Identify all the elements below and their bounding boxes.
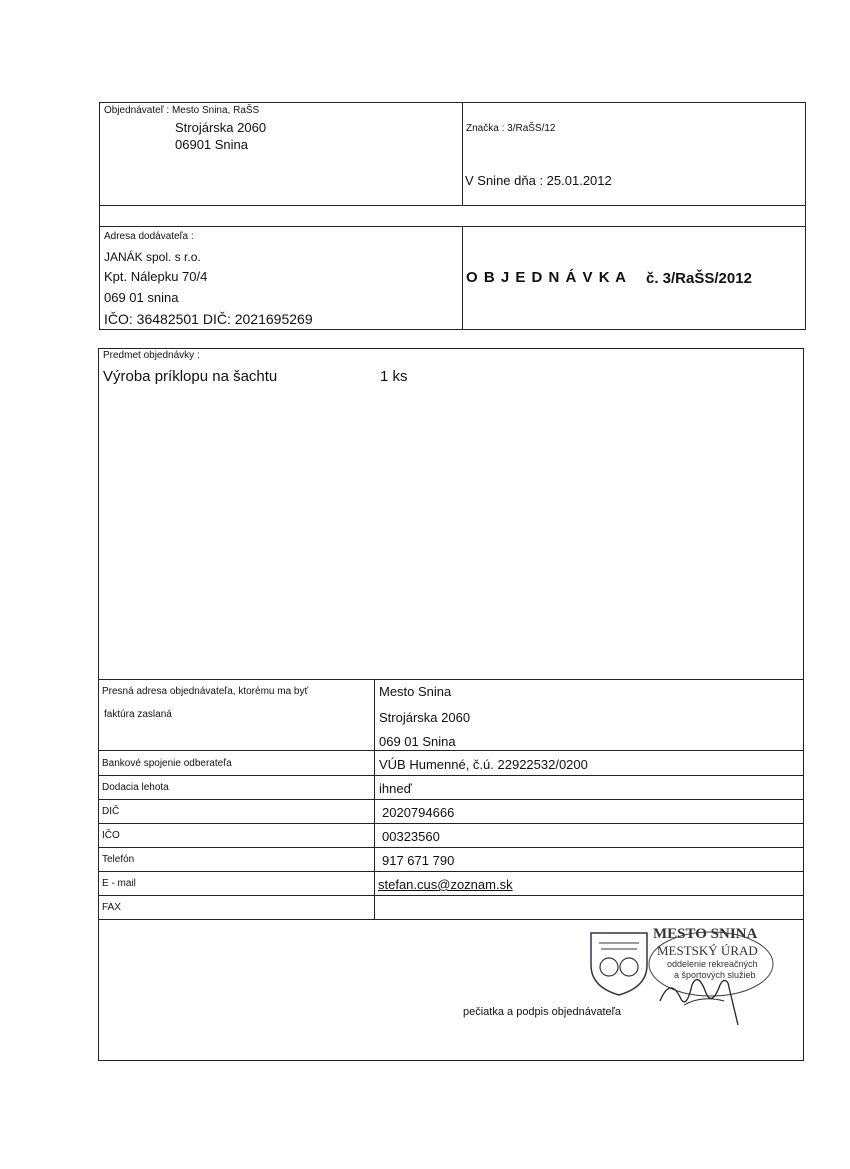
invoice-line-1: Mesto Snina [379,684,452,699]
signature-icon [654,949,754,1031]
reference-number: Značka : 3/RaŠS/12 [466,123,556,134]
buyer-label: Objednávateľ : Mesto Snina, RaŠS [104,105,260,116]
details-top-line [99,679,803,680]
phone-value: 917 671 790 [382,853,455,868]
header-divider [462,103,463,205]
subject-quantity: 1 ks [380,368,408,385]
supplier-street: Kpt. Nálepku 70/4 [104,269,208,284]
email-link[interactable]: stefan.cus@zoznam.sk [378,877,513,892]
city-crest-icon [587,929,651,999]
order-title: O B J E D N Á V K A [466,269,627,286]
invoice-line-2: Strojárska 2060 [379,710,471,725]
ico-label: IČO [102,830,120,841]
bank-label: Bankové spojenie odberateľa [102,758,232,769]
stamp-caption: pečiatka a podpis objednávateľa [463,1006,621,1018]
invoice-label-2: faktúra zaslaná [104,709,172,720]
stamp-line-1: MESTO SNINA [653,926,758,942]
supplier-box [99,226,806,330]
row-line [99,871,803,872]
header-box [99,102,806,206]
supplier-divider [462,227,463,329]
stamp-line-2: MESTSKÝ ÚRAD [657,943,758,958]
buyer-city: 06901 Snina [175,137,249,152]
supplier-ids: IČO: 36482501 DIČ: 2021695269 [104,311,313,327]
bank-value: VÚB Humenné, č.ú. 22922532/0200 [379,757,588,772]
delivery-value: ihneď [379,781,412,796]
phone-label: Telefón [102,854,135,865]
row-line [99,895,803,896]
email-label: E - mail [102,878,136,889]
stamp-line-3: oddelenie rekreačných [667,959,758,969]
spacer-row [99,205,806,227]
supplier-label: Adresa dodávateľa : [104,231,194,242]
row-line [99,919,803,920]
fax-label: FAX [102,902,121,913]
place-date: V Snine dňa : 25.01.2012 [465,173,612,188]
subject-label: Predmet objednávky : [103,350,200,361]
subject-item: Výroba príklopu na šachtu [103,368,278,385]
invoice-line-3: 069 01 Snina [379,734,456,749]
row-line [99,750,803,751]
row-line [99,775,803,776]
supplier-name: JANÁK spol. s r.o. [104,250,201,264]
order-body-box [98,348,804,1061]
ico-value: 00323560 [382,829,440,844]
order-number: č. 3/RaŠS/2012 [646,270,752,287]
invoice-label-1: Presná adresa objednávateľa, ktorému ma byť [102,686,309,697]
dic-value: 2020794666 [382,805,455,820]
buyer-street: Strojárska 2060 [175,120,267,135]
row-line [99,847,803,848]
row-line [99,823,803,824]
row-line [99,799,803,800]
supplier-city: 069 01 snina [104,290,179,305]
dic-label: DIČ [102,806,120,817]
delivery-label: Dodacia lehota [102,782,169,793]
stamp-line-4: a športových služieb [674,970,756,980]
